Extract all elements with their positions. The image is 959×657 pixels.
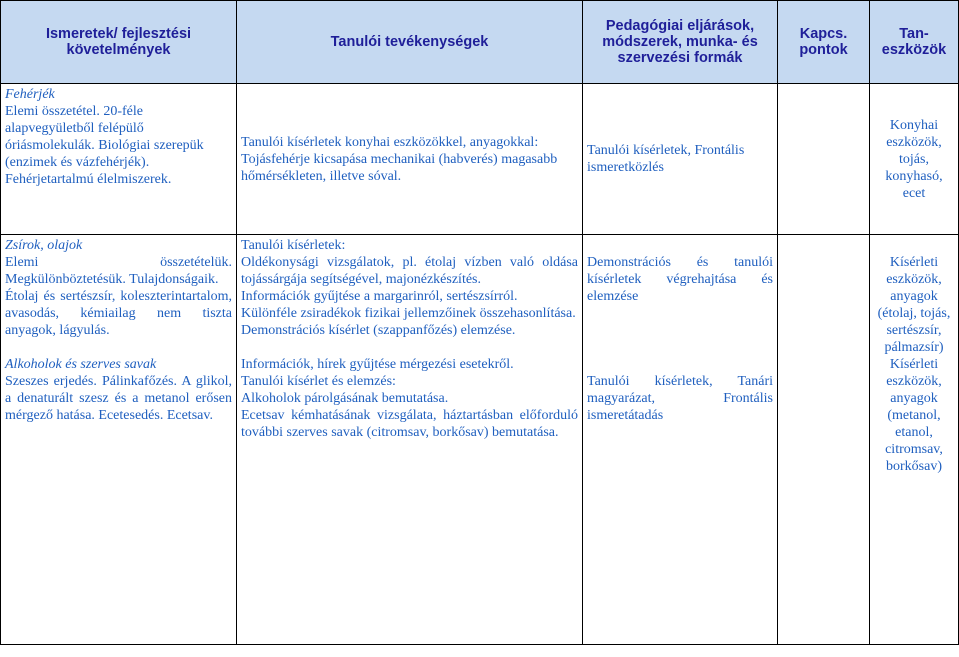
text-activities-fats-5: Demonstrációs kísérlet (szappanfőzés) elemzése. — [241, 323, 516, 338]
text-proteins: Elemi összetétel. 20-féle alapvegyületből felépülő óriásmolekulák. Biológiai szerepük (enzimek és vázfehérjék). Fehérjetartalmú élelmiszerek. — [5, 104, 204, 187]
table-row — [1, 84, 959, 235]
header-tools: Tan-eszközök — [870, 1, 959, 84]
header-student-activities: Tanulói tevékenységek — [237, 1, 583, 84]
text-activities-alcohols-4: Ecetsav kémhatásának vizsgálata, háztartásban előforduló további szerves savak (citromsav, borkősav) bemutatása. — [241, 408, 578, 440]
text-tools-alcohols: Kísérleti eszközök, anyagok (metanol, etanol, citromsav, borkősav) — [885, 357, 943, 474]
header-methods: Pedagógiai eljárások, módszerek, munka- és szervezési formák — [583, 1, 778, 84]
text-activities-fats-4: Különféle zsiradékok fizikai jellemzőinek összehasonlítása. — [241, 306, 576, 321]
section-title-proteins: Fehérjék — [5, 87, 55, 102]
cell-activities-proteins — [237, 84, 583, 235]
cell-connection-proteins — [778, 84, 870, 235]
cell-tools-fats-alcohols — [870, 235, 959, 645]
text-activities-fats-2: Oldékonysági vizsgálatok, pl. étolaj vízben való oldása tojássárgája segítségével, majonézkészítés. — [241, 255, 578, 287]
text-activities-alcohols-3: Alkoholok párolgásának bemutatása. — [241, 391, 449, 406]
text-fats-1: Elemi összetételük. Megkülönböztetésük. Tulajdonságaik. — [5, 255, 232, 287]
cell-activities-fats-alcohols — [237, 235, 583, 645]
header-row — [1, 1, 959, 84]
cell-connection-fats-alcohols — [778, 235, 870, 645]
text-activities-proteins: Tanulói kísérletek konyhai eszközökkel, anyagokkal: Tojásfehérje kicsapása mechanikai (habverés) magasabb hőmérsékleten, illetve sóval. — [241, 134, 558, 184]
text-tools-fats: Kísérleti eszközök, anyagok (étolaj, tojás, sertészsír, pálmazsír) — [877, 255, 951, 355]
header-connection-points: Kapcs. pontok — [778, 1, 870, 84]
text-activities-fats-3: Információk gyűjtése a margarinról, sertészsírról. — [241, 289, 518, 304]
section-title-fats: Zsírok, olajok — [5, 238, 83, 253]
text-fats-2: Étolaj és sertészsír, koleszterintartalom, avasodás, kémiailag nem tiszta anyagok, lágyulás. — [5, 289, 232, 338]
cell-knowledge-fats-alcohols — [1, 235, 237, 645]
text-methods-alcohols: Tanulói kísérletek, Tanári magyarázat, Frontális ismeretátadás — [587, 374, 773, 423]
cell-tools-proteins — [870, 84, 959, 235]
cell-knowledge-proteins — [1, 84, 237, 235]
text-alcohols: Szeszes erjedés. Pálinkafőzés. A glikol, a denaturált szesz és a metanol erősen mérgező hatása. Ecetesedés. Ecetsav. — [5, 374, 232, 423]
cell-methods-fats-alcohols — [583, 235, 778, 645]
table-row — [1, 235, 959, 645]
text-methods-proteins: Tanulói kísérletek, Frontális ismeretközlés — [587, 143, 745, 175]
text-activities-alcohols-2: Tanulói kísérlet és elemzés: — [241, 374, 396, 389]
section-title-alcohols: Alkoholok és szerves savak — [5, 357, 157, 372]
cell-methods-proteins — [583, 84, 778, 235]
text-methods-fats: Demonstrációs és tanulói kísérletek végrehajtása és elemzése — [587, 255, 773, 304]
text-activities-alcohols-1: Információk, hírek gyűjtése mérgezési esetekről. — [241, 357, 514, 372]
text-activities-fats-1: Tanulói kísérletek: — [241, 238, 346, 253]
header-knowledge: Ismeretek/ fejlesztési követelmények — [1, 1, 237, 84]
text-tools-proteins: Konyhai eszközök, tojás, konyhasó, ecet — [885, 117, 943, 201]
